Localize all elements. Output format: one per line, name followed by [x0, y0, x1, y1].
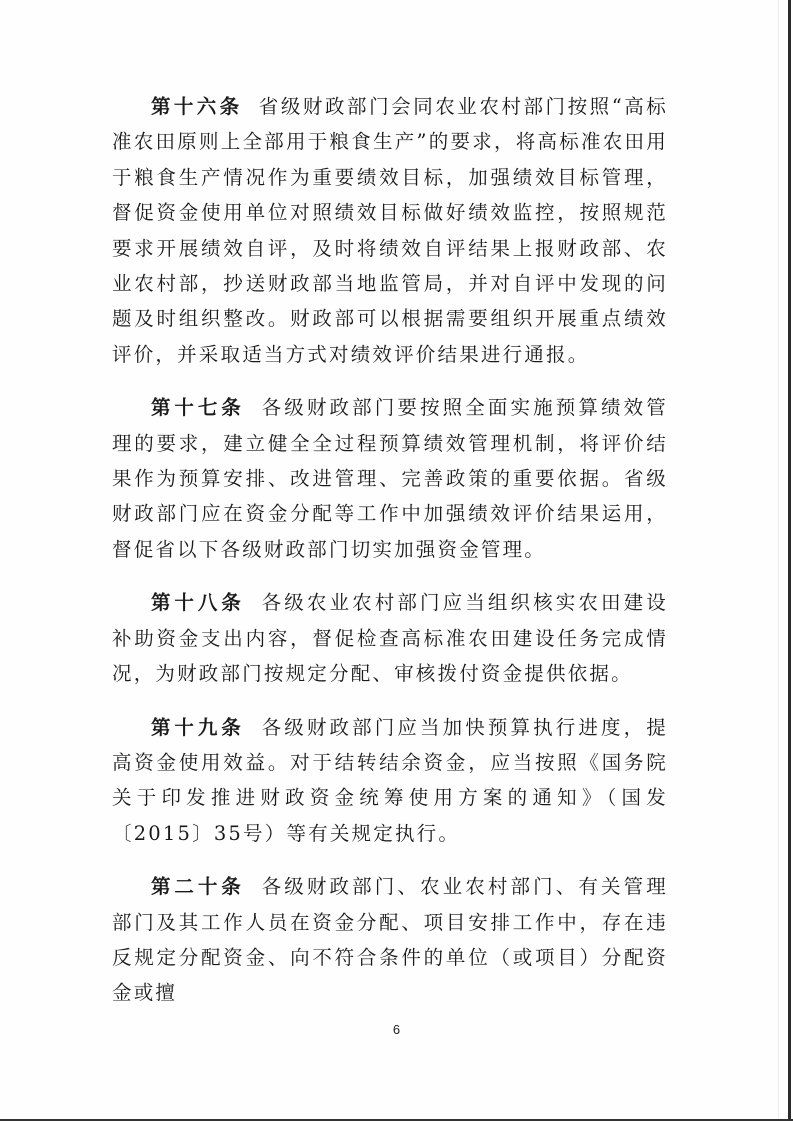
page-number: 6	[392, 1022, 401, 1037]
article-19	[112, 710, 668, 852]
scan-edge-faint	[778, 0, 779, 1119]
article-text: 各级财政部门要按照全面实施预算绩效管理的要求，建立健全全过程预算绩效管理机制，将评价结果作为预算安排、改进管理、完善政策的重要依据。省级财政部门应在资金分配等工作中加强绩效评价结果运用，督促省以下各级财政部门切实加强资金管理。	[112, 396, 668, 561]
document-body	[112, 89, 668, 1011]
article-title: 第十九条	[151, 715, 245, 739]
article-17	[112, 390, 668, 567]
article-16	[112, 89, 668, 372]
article-18	[112, 585, 668, 691]
article-title: 第二十条	[151, 875, 245, 899]
article-title: 第十七条	[151, 396, 245, 420]
article-text: 各级财政部门应当加快预算执行进度，提高资金使用效益。对于结转结余资金，应当按照《国务院关于印发推进财政资金统筹使用方案的通知》（国发〔2015〕35号）等有关规定执行。	[112, 715, 668, 845]
article-20	[112, 869, 668, 1011]
article-title: 第十八条	[151, 591, 245, 615]
article-text: 各级农业农村部门应当组织核实农田建设补助资金支出内容，督促检查高标准农田建设任务完成情况，为财政部门按规定分配、审核拨付资金提供依据。	[112, 591, 668, 686]
scan-edge-right	[788, 0, 791, 1119]
article-title: 第十六条	[151, 95, 243, 118]
article-text: 各级财政部门、农业农村部门、有关管理部门及其工作人员在资金分配、项目安排工作中，存在违反规定分配资金、向不符合条件的单位（或项目）分配资金或擅	[112, 875, 668, 1005]
article-text: 省级财政部门会同农业农村部门按照“高标准农田原则上全部用于粮食生产”的要求，将高标准农田用于粮食生产情况作为重要绩效目标，加强绩效目标管理，督促资金使用单位对照绩效目标做好绩效监控，按照规范要求开展绩效自评，及时将绩效自评结果上报财政部、农业农村部，抄送财政部当地监管局，并对自评中发现的问题及时组织整改。财政部可以根据需要组织开展重点绩效评价，并采取适当方式对绩效评价结果进行通报。	[112, 95, 668, 366]
